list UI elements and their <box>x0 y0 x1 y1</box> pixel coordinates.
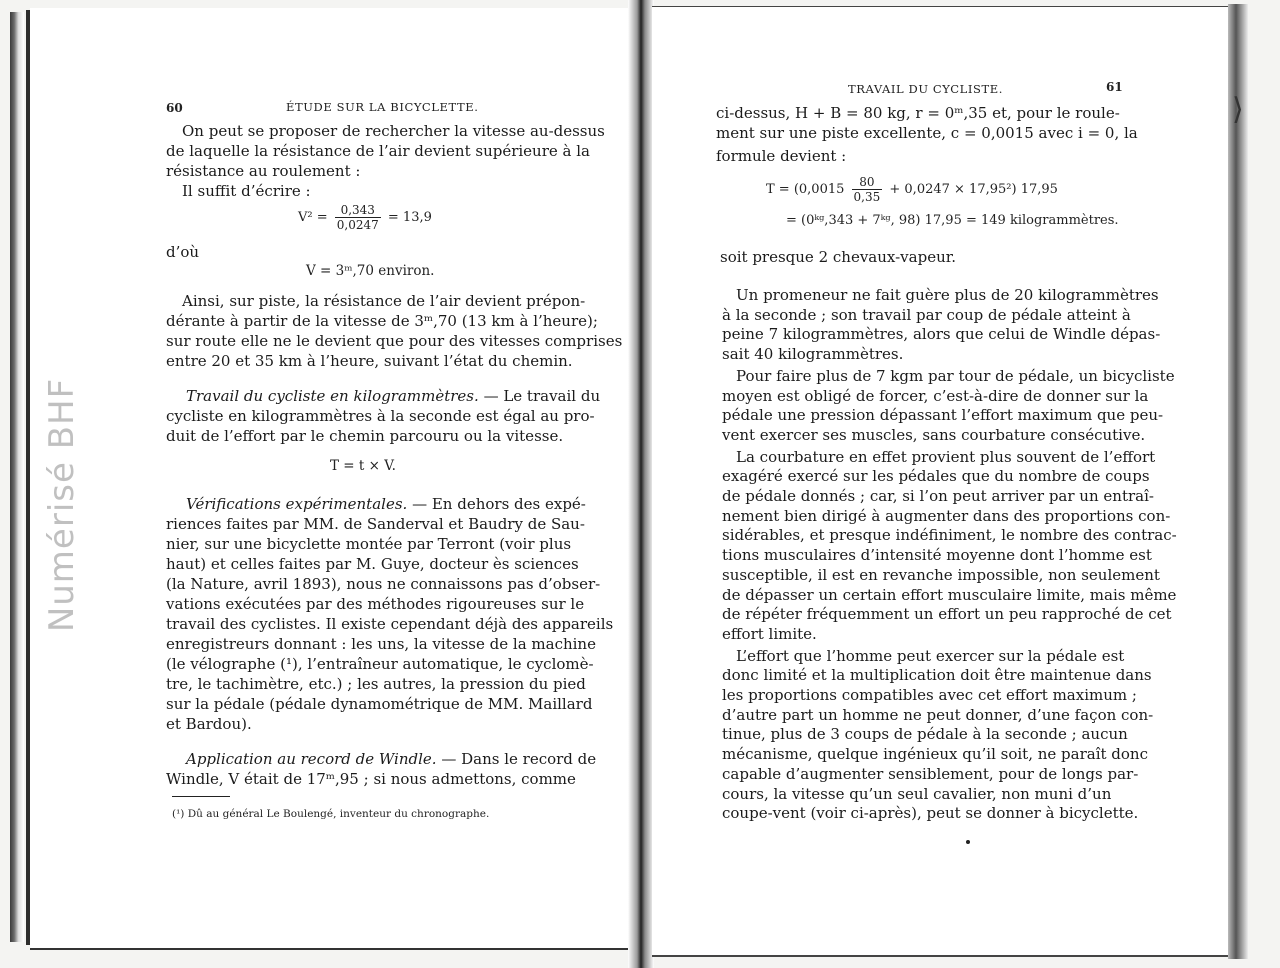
formula-lhs: V² = <box>298 210 328 225</box>
text-line: de laquelle la résistance de l’air devient supérieure à la <box>166 142 590 160</box>
text-line: soit presque 2 chevaux-vapeur. <box>720 248 957 266</box>
ink-dot <box>966 840 970 844</box>
text-line: vent exercer ses muscles, sans courbature consécutive. <box>722 425 1146 444</box>
text-line: Il suffit d’écrire : <box>182 182 311 200</box>
text-line: de pédale donnés ; car, si l’on peut arriver par un entraî- <box>722 487 1154 505</box>
text-line: Ainsi, sur piste, la résistance de l’air devient prépon- <box>182 292 586 310</box>
text-line: pédale une pression dépassant l’effort maximum que peu- <box>722 406 1164 425</box>
text-line: duit de l’effort par le chemin parcouru ou la vitesse. <box>166 427 564 445</box>
text-line: sur route elle ne le devient que pour des vitesses comprises <box>166 332 623 350</box>
text-line: — Dans le record de <box>441 750 597 768</box>
section-application <box>186 750 596 768</box>
text-line: vations exécutées par des méthodes rigoureuses sur le <box>166 595 585 613</box>
text-line: enregistreurs donnant : les uns, la vitesse de la machine <box>166 635 596 653</box>
text-line: — Le travail du <box>483 387 601 405</box>
footnote-rule <box>172 796 230 797</box>
text-line: moyen est obligé de forcer, c’est-à-dire de donner sur la <box>722 386 1149 405</box>
text-line: de répéter fréquemment un effort un peu rapproché de cet <box>722 605 1172 624</box>
text-line: cours, la vitesse qu’un seul cavalier, non muni d’un <box>722 784 1112 803</box>
section-travail <box>186 387 600 405</box>
text-line: les proportions compatibles avec cet effort maximum ; <box>722 686 1137 704</box>
formula-part: + 0,0247 × 17,95²) 17,95 <box>889 182 1058 197</box>
text-line: travail des cyclistes. Il existe cependant déjà des appareils <box>166 615 614 633</box>
text-line: d’où <box>166 243 200 261</box>
formula-rhs: = 13,9 <box>387 210 432 225</box>
fraction-numerator: 0,343 <box>335 203 381 218</box>
text-line: (la Nature, avril 1893), nous ne connaissons pas d’obser- <box>166 575 601 593</box>
formula-t-result: = (0ᵏᵍ,343 + 7ᵏᵍ, 98) 17,95 = 149 kilogrammètres. <box>786 213 1119 228</box>
text-line: à la seconde ; son travail par coup de pédale atteint à <box>722 305 1131 324</box>
text-line: tinue, plus de 3 coups de pédale à la seconde ; aucun <box>722 725 1128 744</box>
text-line: On peut se proposer de rechercher la vitesse au-dessus <box>182 122 605 140</box>
text-line: effort limite. <box>722 624 817 643</box>
text-line: tre, le tachimètre, etc.) ; les autres, la pression du pied <box>166 675 586 693</box>
formula-fraction <box>852 175 883 204</box>
text-line: et Bardou). <box>166 715 252 733</box>
formula-v: V = 3ᵐ,70 environ. <box>306 263 435 279</box>
text-line: sidérables, et presque indéfiniment, le nombre des contrac- <box>722 526 1177 545</box>
text-line: tions musculaires d’intensité moyenne dont l’homme est <box>722 546 1152 565</box>
text-line: Windle, V était de 17ᵐ,95 ; si nous admettons, comme <box>166 770 576 788</box>
text-line: susceptible, il est en revanche impossible, non seulement <box>722 565 1160 584</box>
watermark <box>22 355 82 655</box>
section-title: Application au record de Windle. <box>186 750 437 768</box>
formula-t-record <box>766 175 1058 204</box>
footnote: (¹) Dû au général Le Boulengé, inventeur du chronographe. <box>172 808 490 820</box>
text-line: (le vélographe (¹), l’entraîneur automatique, le cyclomè- <box>166 655 594 673</box>
left-running-head: ÉTUDE SUR LA BICYCLETTE. <box>286 100 479 114</box>
text-line: ci-dessus, H + B = 80 kg, r = 0ᵐ,35 et, pour le roule- <box>716 104 1120 122</box>
section-title: Travail du cycliste en kilogrammètres. <box>186 387 479 405</box>
text-line: nier, sur une bicyclette montée par Terront (voir plus <box>166 535 572 553</box>
watermark-text: Numérisé BHF <box>42 377 82 633</box>
text-line: sur la pédale (pédale dynamométrique de MM. Maillard <box>166 695 593 713</box>
text-line: mécanisme, quelque ingénieux qu’il soit, ne paraît donc <box>722 745 1148 764</box>
text-line: donc limité et la multiplication doit être maintenue dans <box>722 666 1152 685</box>
text-line: cycliste en kilogrammètres à la seconde est égal au pro- <box>166 407 595 425</box>
margin-mark: ⟩ <box>1232 92 1244 127</box>
text-line: Pour faire plus de 7 kgm par tour de pédale, un bicycliste <box>736 366 1175 385</box>
book-gutter <box>628 0 654 968</box>
formula-v-squared <box>298 203 432 232</box>
text-line: entre 20 et 35 km à l’heure, suivant l’état du chemin. <box>166 352 573 370</box>
fraction-denominator: 0,35 <box>853 190 881 204</box>
text-line: formule devient : <box>716 147 847 165</box>
formula-t: T = t × V. <box>330 458 396 474</box>
fraction-denominator: 0,0247 <box>336 218 379 232</box>
text-line: — En dehors des expé- <box>412 495 586 513</box>
text-line: ment sur une piste excellente, c = 0,0015 avec i = 0, la <box>716 124 1138 142</box>
text-line: nement bien dirigé à augmenter dans des proportions con- <box>722 506 1171 525</box>
right-running-head: TRAVAIL DU CYCLISTE. <box>848 82 1004 96</box>
section-title: Vérifications expérimentales. <box>186 495 408 513</box>
formula-part: T = (0,0015 <box>766 182 845 197</box>
text-line: sait 40 kilogrammètres. <box>722 345 904 364</box>
text-line: résistance au roulement : <box>166 162 361 180</box>
text-line: d’autre part un homme ne peut donner, d’une façon con- <box>722 705 1154 724</box>
text-line: exagéré exercé sur les pédales que du nombre de coups <box>722 467 1150 486</box>
text-line: capable d’augmenter sensiblement, pour de longs par- <box>722 764 1139 783</box>
text-line: dérante à partir de la vitesse de 3ᵐ,70 (13 km à l’heure); <box>166 312 598 330</box>
text-line: coupe-vent (voir ci-après), peut se donner à bicyclette. <box>722 804 1139 823</box>
text-line: Un promeneur ne fait guère plus de 20 kilogrammètres <box>736 286 1159 304</box>
text-line: haut) et celles faites par M. Guye, docteur ès sciences <box>166 555 579 573</box>
text-line: riences faites par MM. de Sanderval et Baudry de Sau- <box>166 515 585 533</box>
fraction-numerator: 80 <box>852 175 883 190</box>
book-edge-right <box>1228 4 1248 959</box>
text-line: de dépasser un certain effort musculaire limite, mais même <box>722 585 1177 604</box>
text-line: La courbature en effet provient plus souvent de l’effort <box>736 447 1156 466</box>
right-page-number: 61 <box>1106 80 1123 94</box>
left-page-number: 60 <box>166 101 183 115</box>
formula-fraction <box>335 203 381 232</box>
text-line: L’effort que l’homme peut exercer sur la pédale est <box>736 646 1125 665</box>
text-line: peine 7 kilogrammètres, alors que celui de Windle dépas- <box>722 325 1161 344</box>
section-verifications <box>186 495 586 513</box>
